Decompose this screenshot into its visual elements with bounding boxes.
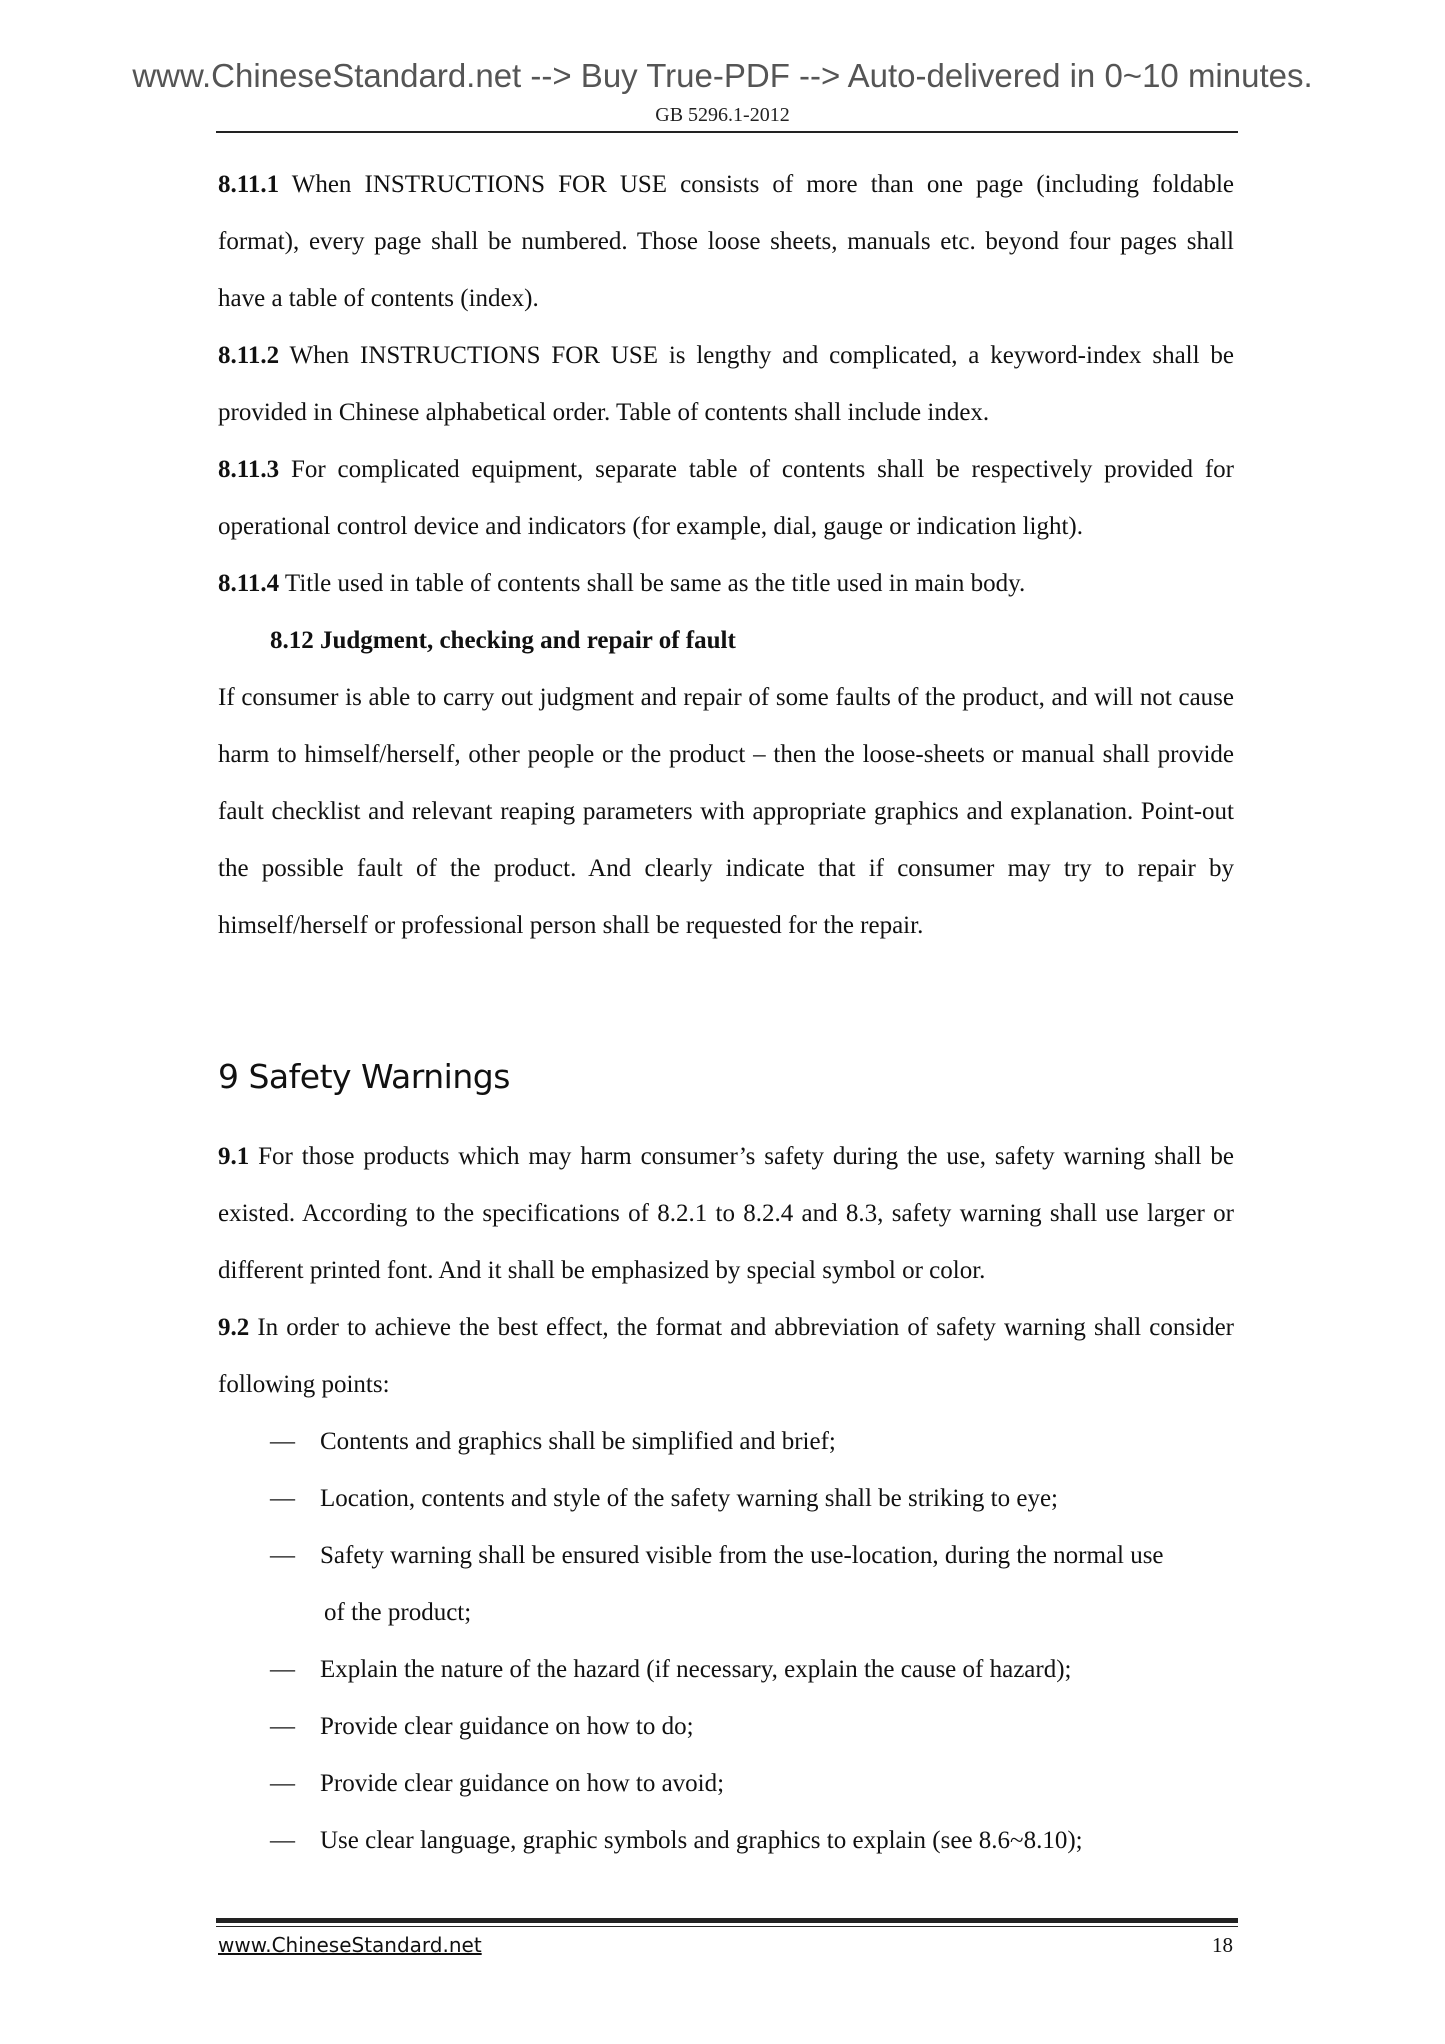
paragraph-9-2 bbox=[218, 1299, 1234, 1413]
list-item bbox=[218, 1698, 1234, 1755]
header-divider bbox=[216, 131, 1238, 133]
clause-text: For those products which may harm consumer’s safety during the use, safety warning shall be existed. According to the specifications of 8.2.1 to 8.2.4 and 8.3, safety warning shall use larger or different printed font. And it shall be emphasized by special symbol or color. bbox=[218, 1143, 1234, 1284]
dash-bullet: — bbox=[270, 1827, 295, 1854]
dash-bullet: — bbox=[270, 1770, 295, 1797]
list-item-text: Location, contents and style of the safety warning shall be striking to eye; bbox=[320, 1485, 1059, 1512]
list-item-text: Provide clear guidance on how to do; bbox=[320, 1713, 694, 1740]
list-item bbox=[218, 1527, 1234, 1641]
clause-text: For complicated equipment, separate table of contents shall be respectively provided for operational control device and indicators (for example, dial, gauge or indication light). bbox=[218, 456, 1234, 540]
clause-text: In order to achieve the best effect, the format and abbreviation of safety warning shall consider following points: bbox=[218, 1314, 1234, 1398]
paragraph-8-11-1 bbox=[218, 156, 1234, 327]
dash-bullet: — bbox=[270, 1542, 295, 1569]
list-item bbox=[218, 1470, 1234, 1527]
footer-website-link[interactable]: www.ChineseStandard.net bbox=[218, 1933, 482, 1957]
source-banner: www.ChineseStandard.net --> Buy True-PDF --> Auto-delivered in 0~10 minutes. bbox=[132, 57, 1313, 94]
paragraph-8-11-2 bbox=[218, 327, 1234, 441]
section-9-body bbox=[218, 1128, 1234, 1869]
clause-number: 9.1 bbox=[218, 1143, 250, 1170]
paragraph-8-12: If consumer is able to carry out judgment and repair of some faults of the product, and will not cause harm to himself/herself, other people or the product – then the loose-sheets or manual shall provide fault checklist and relevant reaping parameters with appropriate graphics and explanation. Point-out the possible fault of the product. And clearly indicate that if consumer may try to repair by himself/herself or professional person shall be requested for the repair. bbox=[218, 684, 1234, 939]
list-item-continuation: of the product; bbox=[324, 1599, 472, 1626]
clause-number: 9.2 bbox=[218, 1314, 250, 1341]
list-item-text: Explain the nature of the hazard (if necessary, explain the cause of hazard); bbox=[320, 1656, 1072, 1683]
footer-divider-thin bbox=[216, 1926, 1238, 1927]
clause-number: 8.11.1 bbox=[218, 171, 280, 198]
safety-warning-points bbox=[218, 1413, 1234, 1869]
dash-bullet: — bbox=[270, 1485, 295, 1512]
clause-number: 8.11.3 bbox=[218, 456, 280, 483]
clause-text: Title used in table of contents shall be same as the title used in main body. bbox=[279, 570, 1026, 597]
paragraph-8-11-3 bbox=[218, 441, 1234, 555]
list-item bbox=[218, 1812, 1234, 1869]
footer-divider bbox=[216, 1918, 1238, 1923]
list-item-text: Provide clear guidance on how to avoid; bbox=[320, 1770, 725, 1797]
dash-bullet: — bbox=[270, 1656, 295, 1683]
section-9-title: 9 Safety Warnings bbox=[218, 1057, 510, 1096]
list-item-text: Use clear language, graphic symbols and graphics to explain (see 8.6~8.10); bbox=[320, 1827, 1083, 1854]
list-item-text: Contents and graphics shall be simplified and brief; bbox=[320, 1428, 836, 1455]
standard-number: GB 5296.1-2012 bbox=[655, 104, 790, 126]
dash-bullet: — bbox=[270, 1428, 295, 1455]
dash-bullet: — bbox=[270, 1713, 295, 1740]
subheading-8-12: 8.12 Judgment, checking and repair of fault bbox=[270, 627, 736, 654]
page-number: 18 bbox=[1212, 1933, 1233, 1957]
section-8-body bbox=[218, 156, 1234, 954]
paragraph-9-1 bbox=[218, 1128, 1234, 1299]
paragraph-8-11-4 bbox=[218, 555, 1234, 612]
list-item-text: Safety warning shall be ensured visible from the use-location, during the normal use bbox=[320, 1542, 1164, 1569]
list-item bbox=[218, 1413, 1234, 1470]
clause-number: 8.11.4 bbox=[218, 570, 280, 597]
list-item bbox=[218, 1755, 1234, 1812]
list-item bbox=[218, 1641, 1234, 1698]
clause-text: When INSTRUCTIONS FOR USE is lengthy and complicated, a keyword-index shall be provided in Chinese alphabetical order. Table of contents shall include index. bbox=[218, 342, 1234, 426]
clause-number: 8.11.2 bbox=[218, 342, 280, 369]
clause-text: When INSTRUCTIONS FOR USE consists of more than one page (including foldable format), every page shall be numbered. Those loose sheets, manuals etc. beyond four pages shall have a table of contents (index). bbox=[218, 171, 1234, 312]
